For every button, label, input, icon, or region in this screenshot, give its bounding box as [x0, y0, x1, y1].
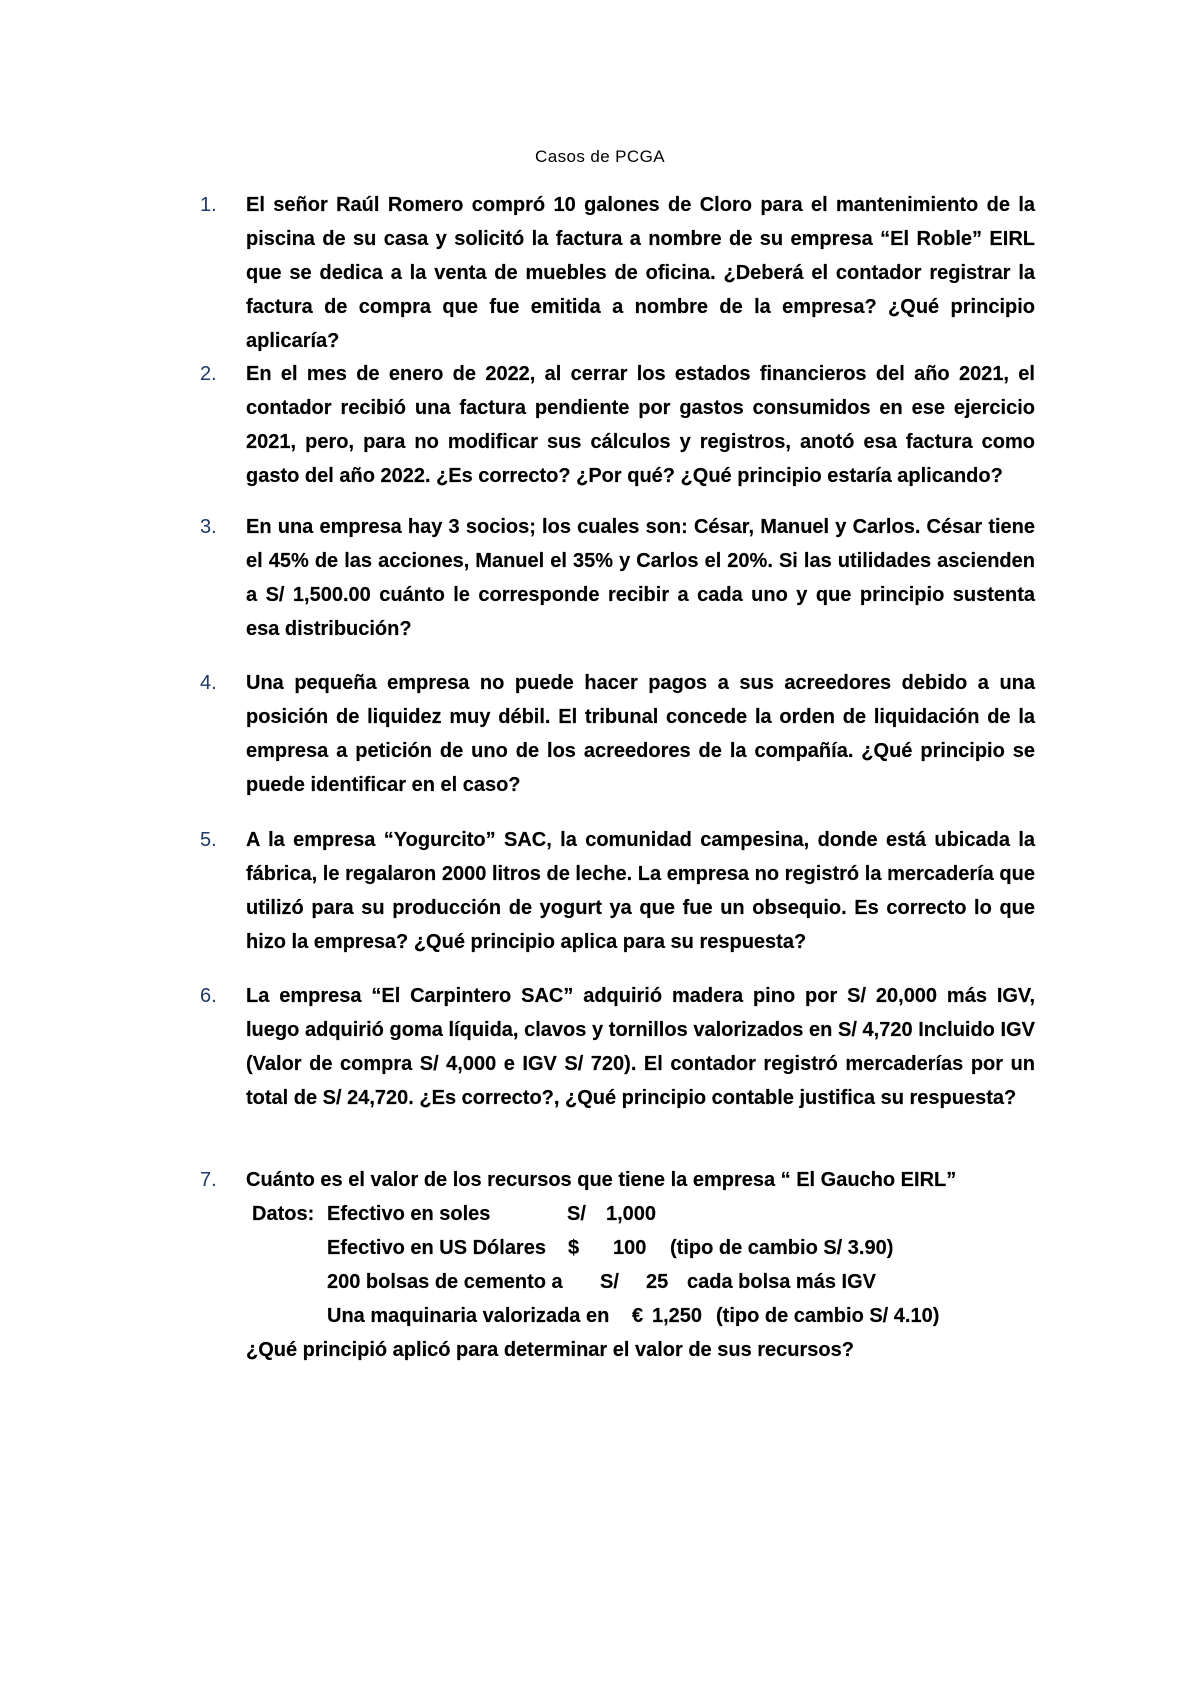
- datos-row: [200, 1265, 1035, 1299]
- datos-note: (tipo de cambio S/ 3.90): [670, 1237, 894, 1259]
- datos-item: Efectivo en US Dólares: [327, 1237, 546, 1259]
- datos-item: Efectivo en soles: [327, 1203, 491, 1225]
- question-text: En el mes de enero de 2022, al cerrar los estados financieros del año 2021, el contador recibió una factura pendiente por gastos consumidos en ese ejercicio 2021, pero, para no modificar sus cálculos y registros, anotó esa factura como gasto del año 2022. ¿Es correcto? ¿Por qué? ¿Qué principio estaría aplicando?: [246, 363, 1035, 487]
- datos-currency: €: [632, 1305, 644, 1327]
- datos-amount: 25: [646, 1271, 669, 1293]
- question-number: 4.: [200, 672, 217, 694]
- question-number: 6.: [200, 985, 217, 1007]
- question-text: Una pequeña empresa no puede hacer pagos a sus acreedores debido a una posición de liquidez muy débil. El tribunal concede la orden de liquidación de la empresa a petición de uno de los acreedores de la compañía. ¿Qué principio se puede identificar en el caso?: [246, 672, 1035, 796]
- question-6: [200, 979, 1035, 1115]
- datos-row: [200, 1299, 1035, 1333]
- question-5: [200, 823, 1035, 959]
- datos-amount: 1,250: [652, 1305, 703, 1327]
- datos-block: [200, 1197, 1035, 1367]
- datos-label: Datos:: [252, 1203, 315, 1225]
- question-text: En una empresa hay 3 socios; los cuales son: César, Manuel y Carlos. César tiene el 45% de las acciones, Manuel el 35% y Carlos el 20%. Si las utilidades ascienden a S/ 1,500.00 cuánto le corresponde recibir a cada uno y que principio sustenta esa distribución?: [246, 516, 1035, 640]
- document-title: Casos de PCGA: [535, 147, 665, 166]
- question-number: 7.: [200, 1169, 217, 1191]
- datos-item: Una maquinaria valorizada en: [327, 1305, 610, 1327]
- question-text: A la empresa “Yogurcito” SAC, la comunidad campesina, donde está ubicada la fábrica, le regalaron 2000 litros de leche. La empresa no registró la mercadería que utilizó para su producción de yogurt ya que fue un obsequio. Es correcto lo que hizo la empresa? ¿Qué principio aplica para su respuesta?: [246, 829, 1035, 953]
- datos-row: [200, 1231, 1035, 1265]
- question-number: 3.: [200, 516, 217, 538]
- datos-row: [200, 1197, 1035, 1231]
- datos-amount: 1,000: [606, 1203, 657, 1225]
- datos-currency: S/: [600, 1271, 619, 1293]
- question-7: [200, 1163, 1035, 1197]
- datos-amount: 100: [613, 1237, 647, 1259]
- question-number: 1.: [200, 194, 217, 216]
- question-text: El señor Raúl Romero compró 10 galones de Cloro para el mantenimiento de la piscina de su casa y solicitó la factura a nombre de su empresa “El Roble” EIRL que se dedica a la venta de muebles de oficina. ¿Deberá el contador registrar la factura de compra que fue emitida a nombre de la empresa? ¿Qué principio aplicaría?: [246, 194, 1035, 352]
- datos-currency: $: [568, 1237, 580, 1259]
- question-text: La empresa “El Carpintero SAC” adquirió madera pino por S/ 20,000 más IGV, luego adquirió goma líquida, clavos y tornillos valorizados en S/ 4,720 Incluido IGV (Valor de compra S/ 4,000 e IGV S/ 720). El contador registró mercaderías por un total de S/ 24,720. ¿Es correcto?, ¿Qué principio contable justifica su respuesta?: [246, 985, 1035, 1109]
- datos-note: cada bolsa más IGV: [687, 1271, 876, 1293]
- question-text: Cuánto es el valor de los recursos que tiene la empresa “ El Gaucho EIRL”: [246, 1169, 957, 1191]
- question-3: [200, 510, 1035, 646]
- question-number: 5.: [200, 829, 217, 851]
- datos-row: [200, 1333, 1035, 1367]
- question-1: [200, 188, 1035, 358]
- datos-item: 200 bolsas de cemento a: [327, 1271, 563, 1293]
- question-number: 2.: [200, 363, 217, 385]
- question-2: [200, 357, 1035, 493]
- datos-note: (tipo de cambio S/ 4.10): [716, 1305, 940, 1327]
- question-4: [200, 666, 1035, 802]
- datos-currency: S/: [567, 1203, 586, 1225]
- closing-question: ¿Qué principió aplicó para determinar el valor de sus recursos?: [246, 1339, 854, 1361]
